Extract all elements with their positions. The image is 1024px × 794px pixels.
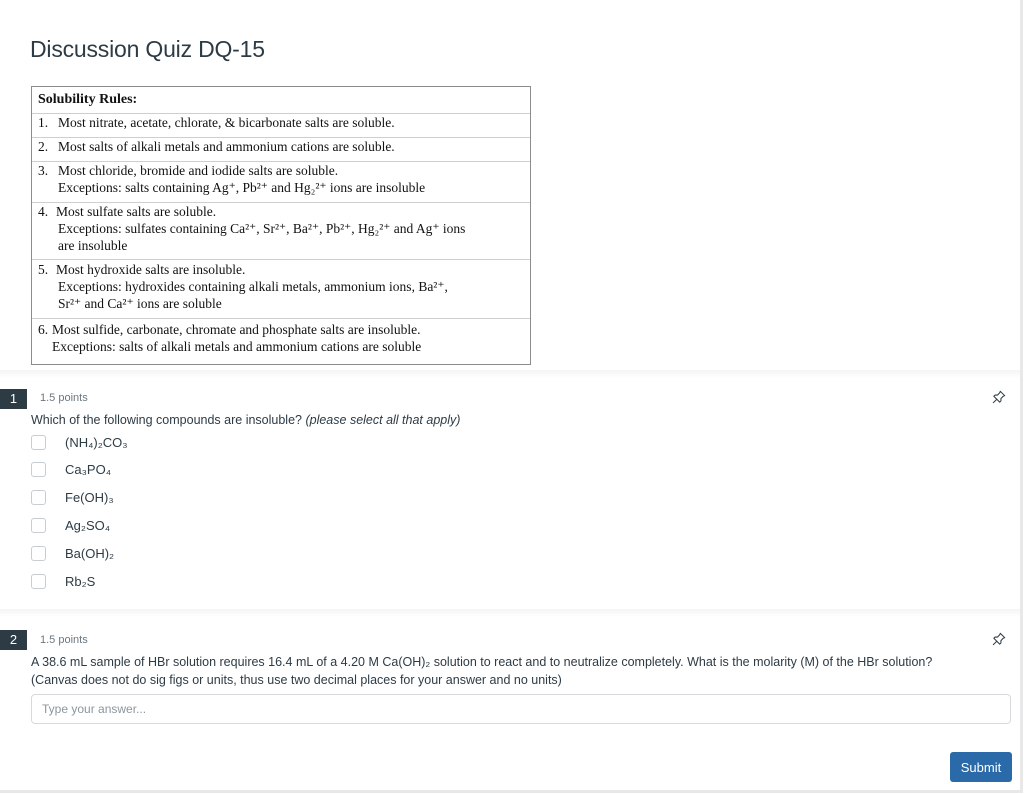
option-checkbox[interactable]	[31, 546, 46, 561]
question-text	[31, 413, 460, 427]
rule-number: 1.	[38, 115, 49, 130]
question-text-note: (Canvas does not do sig figs or units, thus use two decimal places for your answer and no units)	[31, 673, 562, 687]
rule-exception: Exceptions: hydroxides containing alkali metals, ammonium ions, Ba²⁺,	[58, 279, 448, 294]
question-number-badge: 1	[0, 389, 27, 409]
option-checkbox[interactable]	[31, 490, 46, 505]
pin-icon[interactable]	[992, 632, 1006, 646]
rules-heading: Solubility Rules:	[38, 92, 138, 107]
question-number-badge: 2	[0, 630, 27, 650]
question-points: 1.5 points	[40, 634, 88, 646]
option-label[interactable]: Ba(OH)₂	[65, 546, 115, 561]
rule-exception-continued: Sr²⁺ and Ca²⁺ ions are soluble	[58, 296, 222, 311]
quiz-title: Discussion Quiz DQ-15	[30, 36, 265, 62]
question-separator	[0, 609, 1020, 617]
option-checkbox[interactable]	[31, 574, 46, 589]
rule-text: Most sulfate salts are soluble.	[56, 204, 217, 219]
option-label[interactable]: (NH₄)₂CO₃	[65, 435, 128, 450]
rule-number: 2.	[38, 139, 49, 154]
solubility-rules-box	[31, 86, 531, 365]
option-label[interactable]: Ca₃PO₄	[65, 462, 112, 477]
rule-divider	[32, 259, 530, 260]
rule-exception: Exceptions: sulfates containing Ca²⁺, Sr²⁺, Ba²⁺, Pb²⁺, Hg₂²⁺ and Ag⁺ ions	[58, 221, 466, 236]
option-checkbox[interactable]	[31, 518, 46, 533]
option-label[interactable]: Fe(OH)₃	[65, 490, 114, 505]
rule-text: Most hydroxide salts are insoluble.	[56, 262, 246, 277]
answer-input[interactable]	[31, 694, 1011, 724]
rule-exception-continued: are insoluble	[58, 238, 128, 253]
submit-button[interactable]: Submit	[950, 752, 1012, 782]
rule-text: Most sulfide, carbonate, chromate and phosphate salts are insoluble.	[52, 322, 421, 337]
rule-text: Most salts of alkali metals and ammonium cations are soluble.	[58, 139, 395, 154]
question-separator	[0, 370, 1020, 378]
question-points: 1.5 points	[40, 392, 88, 404]
rule-number: 6.	[38, 322, 49, 337]
question-prompt: Which of the following compounds are insoluble?	[31, 413, 306, 427]
rule-divider	[32, 318, 530, 319]
question-hint: (please select all that apply)	[305, 413, 461, 427]
option-checkbox[interactable]	[31, 435, 46, 450]
rule-number: 3.	[38, 163, 49, 178]
rule-number: 5.	[38, 262, 49, 277]
rule-exception: Exceptions: salts of alkali metals and ammonium cations are soluble	[52, 339, 422, 354]
option-checkbox[interactable]	[31, 462, 46, 477]
rule-exception: Exceptions: salts containing Ag⁺, Pb²⁺ and Hg₂²⁺ ions are insoluble	[58, 180, 426, 195]
option-label[interactable]: Ag₂SO₄	[65, 518, 111, 533]
rule-text: Most nitrate, acetate, chlorate, & bicarbonate salts are soluble.	[58, 115, 395, 130]
question-text: A 38.6 mL sample of HBr solution requires 16.4 mL of a 4.20 M Ca(OH)₂ solution to react and to neutralize completely. What is the molarity (M) of the HBr solution?	[31, 655, 933, 669]
option-label[interactable]: Rb₂S	[65, 574, 96, 589]
rule-text: Most chloride, bromide and iodide salts are soluble.	[58, 163, 339, 178]
rule-number: 4.	[38, 204, 49, 219]
pin-icon[interactable]	[992, 390, 1006, 404]
